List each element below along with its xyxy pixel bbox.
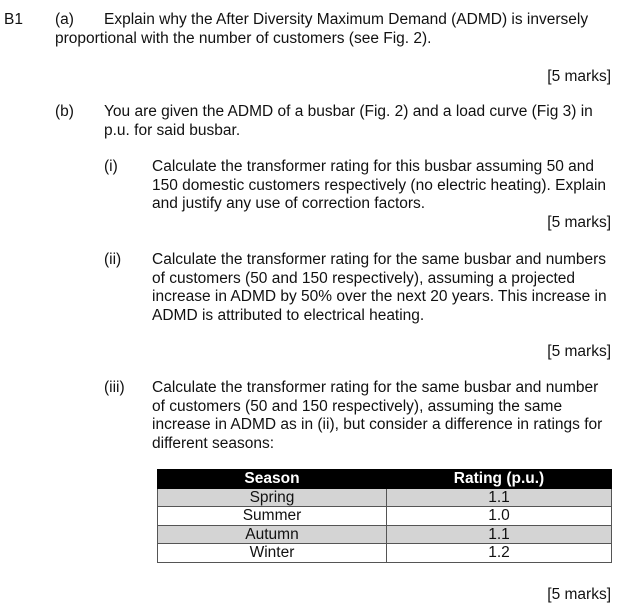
season-cell: Autumn [158,525,387,544]
sub-ii-marks: [5 marks] [547,343,611,360]
rating-cell: 1.2 [387,544,612,563]
sub-iii-label: (iii) [104,379,125,396]
part-b-label: (b) [55,103,74,120]
sub-ii-label: (ii) [104,251,122,268]
sub-iii-text: Calculate the transformer rating for the same busbar and number of customers (50 and 150 respectively), assuming the same increase in ADMD as in (ii), but consider a difference in ratings for different seasons: [152,379,603,452]
table-row [158,507,612,526]
table-row [158,525,612,544]
header-season: Season [158,470,387,489]
question-number: B1 [4,11,23,28]
sub-ii-text: Calculate the transformer rating for the same busbar and numbers of customers (50 and 150 respectively), assuming a projected increase in ADMD by 50% over the next 20 years. This increase in ADMD is attributed to electrical heating. [152,251,607,324]
rating-cell: 1.0 [387,507,612,526]
part-a-marks: [5 marks] [547,68,611,85]
table-row [158,544,612,563]
header-rating: Rating (p.u.) [387,470,612,489]
part-a-text: Explain why the After Diversity Maximum Demand (ADMD) is inversely proportional with the number of customers (see Fig. 2). [55,11,589,47]
season-cell: Spring [158,488,387,507]
sub-i-marks: [5 marks] [547,214,611,231]
part-a-label: (a) [55,11,74,28]
season-cell: Summer [158,507,387,526]
table-header-row [158,470,612,489]
sub-i-text: Calculate the transformer rating for this busbar assuming 50 and 150 domestic customers respectively (no electric heating). Explain and justify any use of correction factors. [152,158,607,212]
sub-iii-marks: [5 marks] [547,586,611,603]
sub-i-label: (i) [104,158,118,175]
season-rating-table [157,469,612,563]
season-cell: Winter [158,544,387,563]
rating-cell: 1.1 [387,525,612,544]
rating-cell: 1.1 [387,488,612,507]
part-b-text: You are given the ADMD of a busbar (Fig. 2) and a load curve (Fig 3) in p.u. for said busbar. [104,103,593,139]
table-row [158,488,612,507]
